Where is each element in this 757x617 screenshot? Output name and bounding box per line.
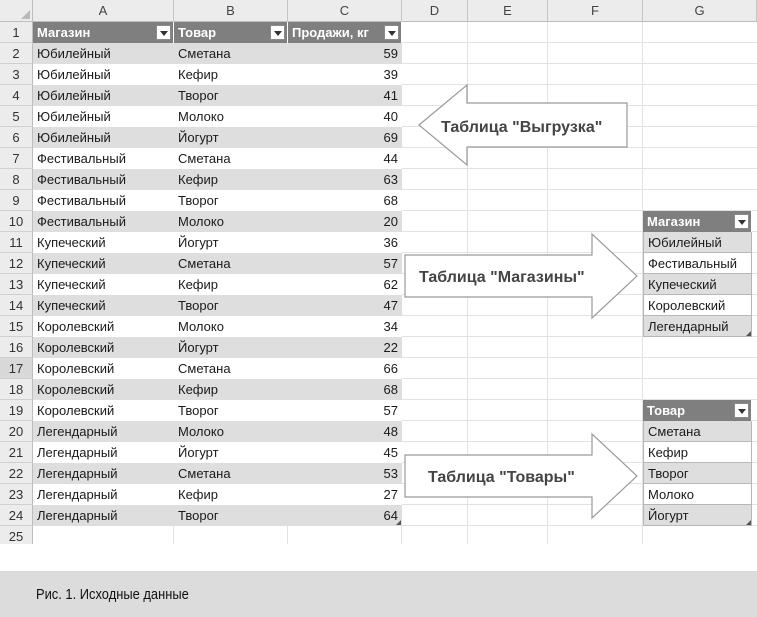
table-cell[interactable]: Юбилейный bbox=[33, 127, 174, 148]
table-cell[interactable]: 27 bbox=[288, 484, 402, 505]
row-header-24[interactable]: 24 bbox=[0, 505, 33, 526]
row-header-13[interactable]: 13 bbox=[0, 274, 33, 295]
table-cell[interactable]: 69 bbox=[288, 127, 402, 148]
table-cell[interactable]: Творог bbox=[643, 463, 752, 484]
table-cell[interactable]: 44 bbox=[288, 148, 402, 169]
table-cell[interactable]: 20 bbox=[288, 211, 402, 232]
row-header-5[interactable]: 5 bbox=[0, 106, 33, 127]
table-cell[interactable]: Фестивальный bbox=[33, 169, 174, 190]
table-cell[interactable]: 34 bbox=[288, 316, 402, 337]
header-label: Магазин bbox=[37, 25, 91, 40]
row-header-3[interactable]: 3 bbox=[0, 64, 33, 85]
column-header-d[interactable]: D bbox=[402, 0, 468, 22]
table-cell[interactable]: 63 bbox=[288, 169, 402, 190]
arrow-right-magaziny bbox=[405, 234, 637, 318]
table-cell[interactable]: Купеческий bbox=[33, 295, 174, 316]
table-cell[interactable]: Юбилейный bbox=[33, 85, 174, 106]
table-cell[interactable]: 68 bbox=[288, 190, 402, 211]
row-header-20[interactable]: 20 bbox=[0, 421, 33, 442]
table-cell[interactable]: Легендарный bbox=[643, 316, 752, 337]
table-cell[interactable]: Сметана bbox=[174, 463, 288, 484]
arrow-left-vygruzka bbox=[419, 85, 627, 165]
table-cell[interactable]: 53 bbox=[288, 463, 402, 484]
table-cell[interactable]: 47 bbox=[288, 295, 402, 316]
table-cell[interactable]: Творог bbox=[174, 85, 288, 106]
figure-caption: Рис. 1. Исходные данные bbox=[36, 586, 189, 603]
row-header-18[interactable]: 18 bbox=[0, 379, 33, 400]
column-header-e[interactable]: E bbox=[468, 0, 548, 22]
table-cell[interactable]: Юбилейный bbox=[33, 106, 174, 127]
table-cell[interactable]: 39 bbox=[288, 64, 402, 85]
table-cell[interactable]: Фестивальный bbox=[33, 190, 174, 211]
table-cell[interactable]: Королевский bbox=[33, 358, 174, 379]
table-cell[interactable]: 40 bbox=[288, 106, 402, 127]
arrow-right-tovary bbox=[405, 434, 637, 518]
row-header-16[interactable]: 16 bbox=[0, 337, 33, 358]
table-cell[interactable]: 36 bbox=[288, 232, 402, 253]
table-cell[interactable]: Фестивальный bbox=[33, 148, 174, 169]
table-cell[interactable]: 57 bbox=[288, 253, 402, 274]
row-header-25[interactable]: 25 bbox=[0, 526, 33, 544]
table-cell[interactable]: Купеческий bbox=[643, 274, 752, 295]
table-cell[interactable]: Кефир bbox=[174, 64, 288, 85]
row-header-12[interactable]: 12 bbox=[0, 253, 33, 274]
table-cell[interactable]: 48 bbox=[288, 421, 402, 442]
table-cell[interactable]: Фестивальный bbox=[33, 211, 174, 232]
table-cell[interactable]: Сметана bbox=[174, 358, 288, 379]
table-cell[interactable]: Йогурт bbox=[174, 337, 288, 358]
table-cell[interactable]: Юбилейный bbox=[33, 64, 174, 85]
table-cell[interactable]: 64 bbox=[288, 505, 402, 526]
table-cell[interactable]: Легендарный bbox=[33, 505, 174, 526]
table-cell[interactable]: Легендарный bbox=[33, 484, 174, 505]
row-header-7[interactable]: 7 bbox=[0, 148, 33, 169]
callout-tovary: Таблица "Товары" bbox=[428, 469, 575, 486]
table-cell[interactable]: Королевский bbox=[33, 337, 174, 358]
table-cell[interactable]: Молоко bbox=[174, 421, 288, 442]
table-cell[interactable]: Творог bbox=[174, 505, 288, 526]
row-header-23[interactable]: 23 bbox=[0, 484, 33, 505]
row-header-6[interactable]: 6 bbox=[0, 127, 33, 148]
table-cell[interactable]: Йогурт bbox=[174, 127, 288, 148]
table-cell[interactable]: Легендарный bbox=[33, 421, 174, 442]
table-cell[interactable]: Кефир bbox=[174, 379, 288, 400]
table-cell[interactable]: Кефир bbox=[174, 274, 288, 295]
table-cell[interactable]: Молоко bbox=[643, 484, 752, 505]
table-cell[interactable]: 62 bbox=[288, 274, 402, 295]
table-cell[interactable]: Творог bbox=[174, 400, 288, 421]
table-cell[interactable]: Сметана bbox=[174, 253, 288, 274]
table-cell[interactable]: 66 bbox=[288, 358, 402, 379]
table-cell[interactable]: Кефир bbox=[174, 169, 288, 190]
row-header-11[interactable]: 11 bbox=[0, 232, 33, 253]
table-cell[interactable]: Юбилейный bbox=[33, 43, 174, 64]
row-header-10[interactable]: 10 bbox=[0, 211, 33, 232]
table-cell[interactable]: Кефир bbox=[643, 442, 752, 463]
table-cell[interactable]: Молоко bbox=[174, 316, 288, 337]
table-cell[interactable]: Королевский bbox=[643, 295, 752, 316]
callout-magaziny: Таблица "Магазины" bbox=[419, 269, 585, 286]
row-header-9[interactable]: 9 bbox=[0, 190, 33, 211]
table-cell[interactable]: Купеческий bbox=[33, 232, 174, 253]
table-cell[interactable]: Королевский bbox=[33, 316, 174, 337]
column-header-a[interactable]: A bbox=[33, 0, 174, 22]
row-header-2[interactable]: 2 bbox=[0, 43, 33, 64]
table-cell[interactable]: 22 bbox=[288, 337, 402, 358]
table-cell[interactable]: Молоко bbox=[174, 106, 288, 127]
table-cell[interactable]: 68 bbox=[288, 379, 402, 400]
table-cell[interactable]: Йогурт bbox=[174, 442, 288, 463]
row-header-14[interactable]: 14 bbox=[0, 295, 33, 316]
table-cell[interactable]: Кефир bbox=[174, 484, 288, 505]
table-cell[interactable]: Сметана bbox=[174, 148, 288, 169]
column-header-b[interactable]: B bbox=[174, 0, 288, 22]
table-cell[interactable]: Сметана bbox=[174, 43, 288, 64]
row-header-19[interactable]: 19 bbox=[0, 400, 33, 421]
table-cell[interactable]: Йогурт bbox=[643, 505, 752, 526]
column-header-c[interactable]: C bbox=[288, 0, 402, 22]
table-cell[interactable]: Юбилейный bbox=[643, 232, 752, 253]
table-cell[interactable]: Сметана bbox=[643, 421, 752, 442]
row-header-15[interactable]: 15 bbox=[0, 316, 33, 337]
column-header-g[interactable]: G bbox=[643, 0, 757, 22]
table-cell[interactable]: Молоко bbox=[174, 211, 288, 232]
table-cell[interactable]: Купеческий bbox=[33, 274, 174, 295]
table-cell[interactable]: Творог bbox=[174, 190, 288, 211]
table-cell[interactable]: 57 bbox=[288, 400, 402, 421]
table-cell[interactable]: Йогурт bbox=[174, 232, 288, 253]
callout-vygruzka: Таблица "Выгрузка" bbox=[441, 119, 603, 136]
row-header-8[interactable]: 8 bbox=[0, 169, 33, 190]
column-header-f[interactable]: F bbox=[548, 0, 643, 22]
table-cell[interactable]: Купеческий bbox=[33, 253, 174, 274]
row-header-17[interactable]: 17 bbox=[0, 358, 33, 379]
table-cell[interactable]: Легендарный bbox=[33, 463, 174, 484]
row-header-4[interactable]: 4 bbox=[0, 85, 33, 106]
header-label: Продажи, кг bbox=[292, 25, 369, 40]
table-cell[interactable]: Творог bbox=[174, 295, 288, 316]
header-label: Товар bbox=[178, 25, 217, 40]
table-cell[interactable]: 45 bbox=[288, 442, 402, 463]
row-header-1[interactable]: 1 bbox=[0, 22, 33, 43]
table-cell[interactable]: 41 bbox=[288, 85, 402, 106]
table-cell[interactable]: Королевский bbox=[33, 379, 174, 400]
row-header-22[interactable]: 22 bbox=[0, 463, 33, 484]
table-cell[interactable]: Фестивальный bbox=[643, 253, 752, 274]
header-label: Товар bbox=[647, 403, 686, 418]
table-cell[interactable]: 59 bbox=[288, 43, 402, 64]
header-label: Магазин bbox=[647, 214, 701, 229]
row-header-21[interactable]: 21 bbox=[0, 442, 33, 463]
table-cell[interactable]: Легендарный bbox=[33, 442, 174, 463]
table-cell[interactable]: Королевский bbox=[33, 400, 174, 421]
